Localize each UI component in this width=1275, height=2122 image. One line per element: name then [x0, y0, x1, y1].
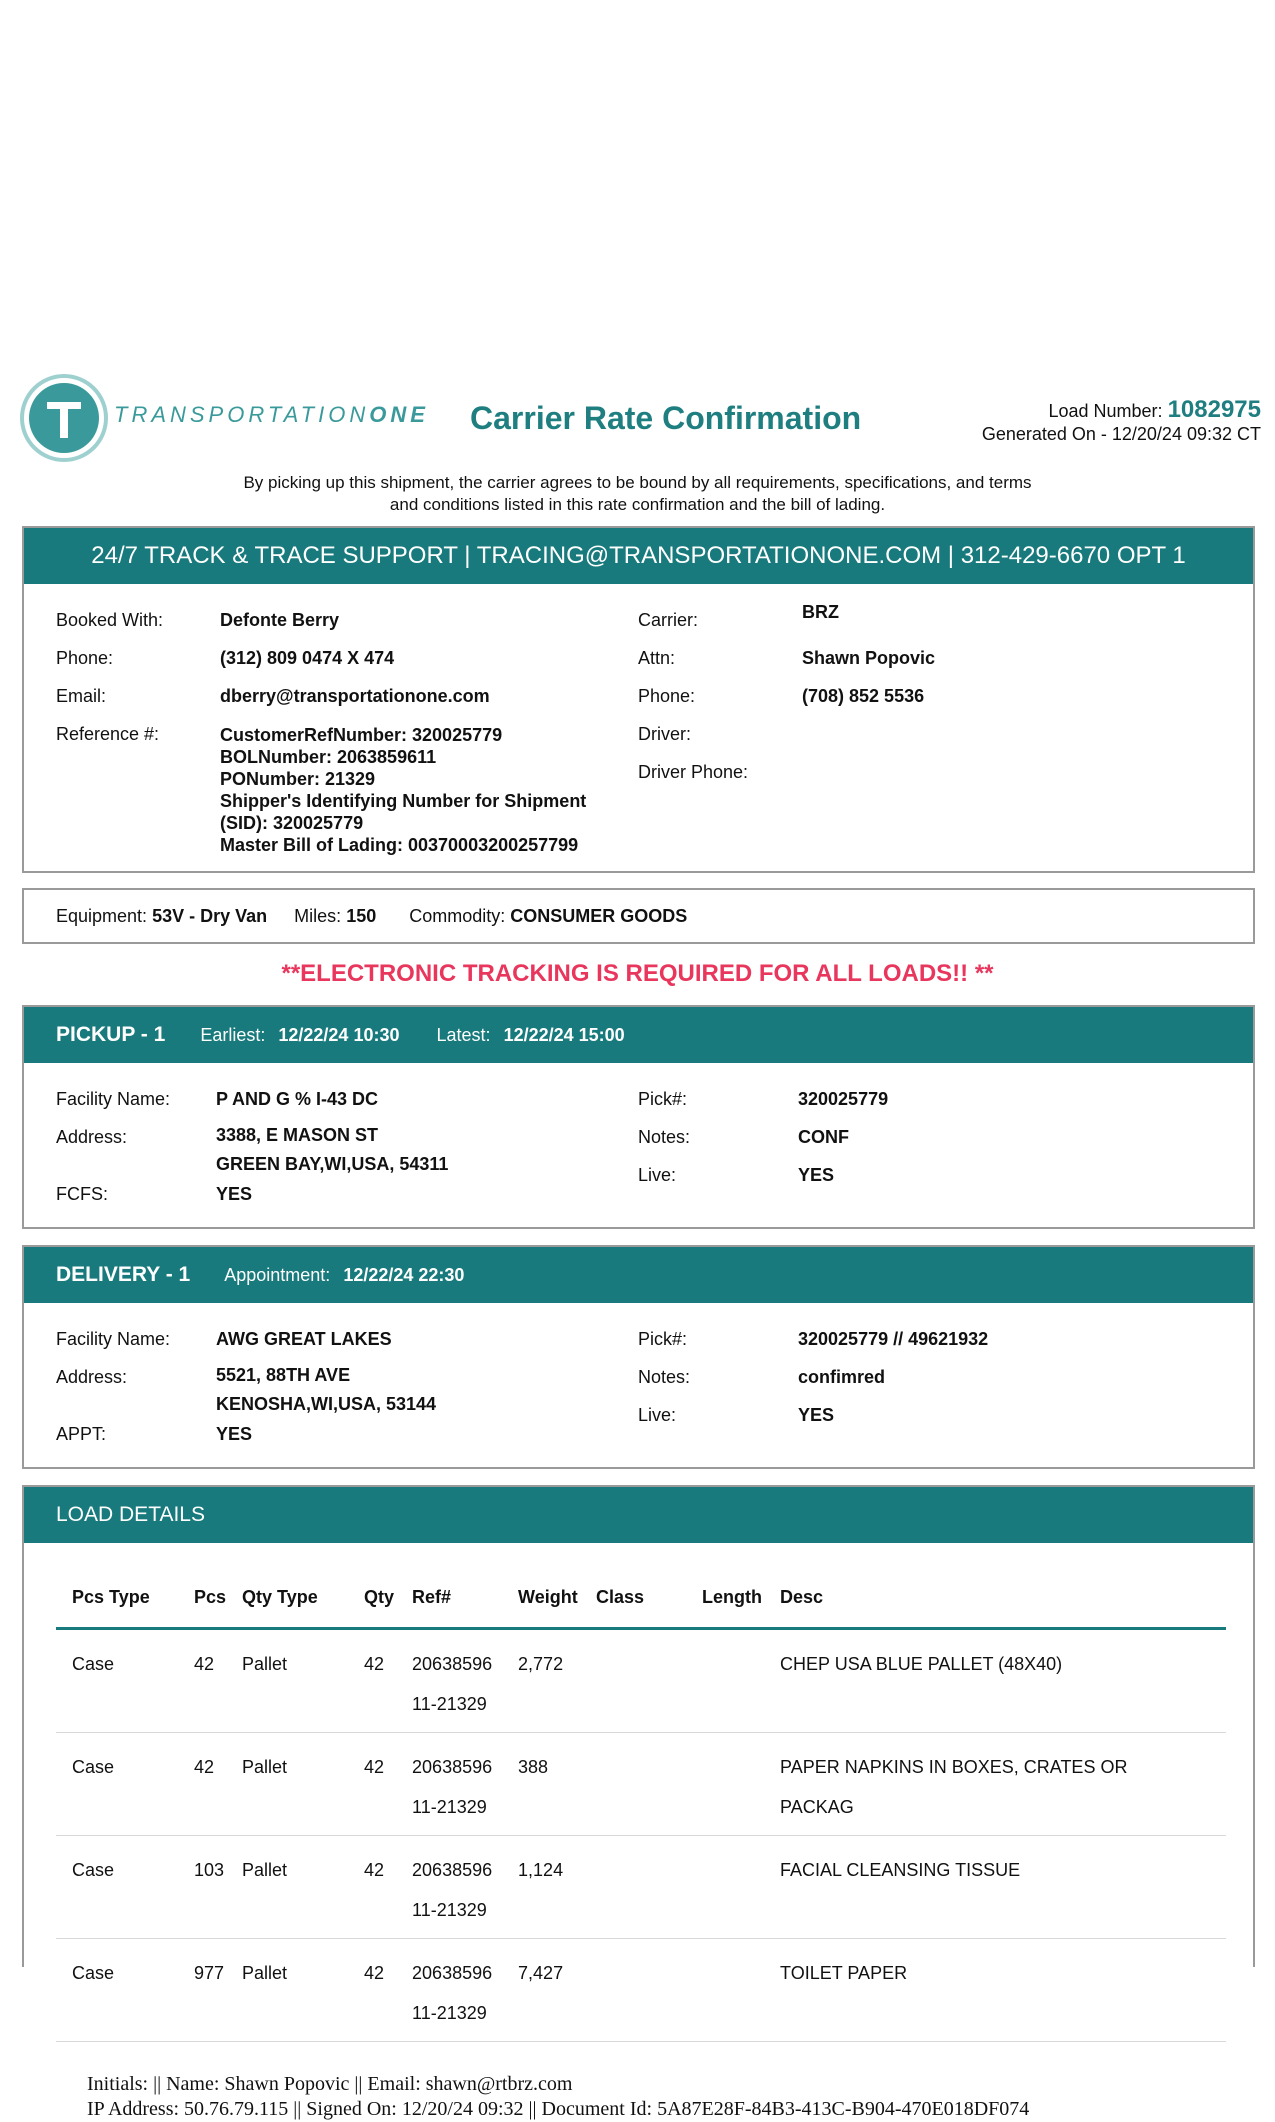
cell-pcs-type: Case	[56, 1629, 178, 1733]
carrier-label: Carrier:	[638, 610, 699, 630]
equipment-line	[56, 906, 687, 927]
cell-ref	[396, 1939, 502, 2042]
pickup-latest-value: 12/22/24 15:00	[503, 1025, 625, 1045]
cell-weight: 7,427	[502, 1939, 580, 2042]
cell-ref-line2: 11-21329	[412, 1694, 487, 1714]
logo-text-bold: ONE	[369, 402, 429, 427]
cell-ref	[396, 1629, 502, 1733]
reference-item: PONumber: 21329	[220, 769, 376, 789]
driver-label: Driver:	[638, 724, 691, 744]
pickup-earliest-label: Earliest:	[200, 1025, 266, 1045]
pickup-box	[22, 1005, 1255, 1229]
driver-phone-label: Driver Phone:	[638, 762, 749, 782]
table-row	[56, 1939, 1226, 2042]
cell-ref-line1: 20638596	[412, 1654, 493, 1674]
pickup-title: PICKUP - 1	[56, 1023, 166, 1046]
cell-length	[686, 1836, 764, 1939]
tracking-warning: **ELECTRONIC TRACKING IS REQUIRED FOR ALL LOADS!! **	[281, 960, 994, 987]
delivery-facility-label: Facility Name:	[56, 1329, 171, 1349]
cell-desc-line1: PAPER NAPKINS IN BOXES, CRATES OR	[780, 1757, 1128, 1777]
delivery-facility-value: AWG GREAT LAKES	[216, 1329, 392, 1349]
cell-qty-type: Pallet	[226, 1836, 348, 1939]
cell-class	[580, 1629, 686, 1733]
pickup-earliest-value: 12/22/24 10:30	[278, 1025, 400, 1045]
cell-class	[580, 1836, 686, 1939]
terms-intro	[0, 472, 1275, 516]
delivery-title: DELIVERY - 1	[56, 1263, 191, 1286]
commodity-label: Commodity:	[409, 906, 506, 926]
load-details-table	[56, 1583, 1226, 2042]
col-qty-type: Qty Type	[226, 1583, 348, 1629]
cell-length	[686, 1733, 764, 1836]
pickup-notes-value: CONF	[798, 1127, 849, 1147]
load-number	[1048, 396, 1261, 424]
delivery-notes-value: confimred	[798, 1367, 886, 1387]
company-logo	[20, 372, 429, 464]
pickup-live-label: Live:	[638, 1165, 677, 1185]
cell-desc	[764, 1733, 1226, 1836]
booking-box	[22, 526, 1255, 873]
col-qty: Qty	[348, 1583, 396, 1629]
load-number-label: Load Number:	[1048, 401, 1163, 421]
cell-class	[580, 1939, 686, 2042]
col-pcs-type: Pcs Type	[56, 1583, 178, 1629]
carrier-phone-label: Phone:	[638, 686, 696, 706]
miles-value: 150	[346, 906, 377, 926]
booked-with-value: Defonte Berry	[220, 610, 340, 630]
booking-email-label: Email:	[56, 686, 107, 706]
cell-ref	[396, 1733, 502, 1836]
delivery-notes-label: Notes:	[638, 1367, 691, 1387]
cell-qty-type: Pallet	[226, 1733, 348, 1836]
pickup-address-line1: 3388, E MASON ST	[216, 1125, 379, 1145]
support-bar: 24/7 TRACK & TRACE SUPPORT | TRACING@TRANSPORTATIONONE.COM | 312-429-6670 OPT 1	[24, 528, 1253, 584]
delivery-address-line2: KENOSHA,WI,USA, 53144	[216, 1394, 437, 1414]
delivery-appointment-value: 12/22/24 22:30	[343, 1265, 465, 1285]
terms-intro-line2: and conditions listed in this rate confirmation and the bill of lading.	[389, 495, 886, 514]
equipment-box	[22, 888, 1255, 944]
cell-ref-line1: 20638596	[412, 1860, 493, 1880]
delivery-pick-label: Pick#:	[638, 1329, 688, 1349]
table-row	[56, 1733, 1226, 1836]
table-header-row	[56, 1583, 1226, 1629]
load-details-title: LOAD DETAILS	[56, 1503, 205, 1526]
carrier-phone-value: (708) 852 5536	[802, 686, 925, 706]
pickup-address-line2: GREEN BAY,WI,USA, 54311	[216, 1154, 449, 1174]
cell-ref-line1: 20638596	[412, 1963, 493, 1983]
delivery-address-line1: 5521, 88TH AVE	[216, 1365, 351, 1385]
cell-qty: 42	[348, 1939, 396, 2042]
equipment-value: 53V - Dry Van	[152, 906, 268, 926]
pickup-live-value: YES	[798, 1165, 835, 1185]
delivery-live-value: YES	[798, 1405, 835, 1425]
cell-ref-line2: 11-21329	[412, 1797, 487, 1817]
booking-phone-label: Phone:	[56, 648, 114, 668]
reference-item: Master Bill of Lading: 00370003200257799	[220, 835, 579, 855]
attn-label: Attn:	[638, 648, 676, 668]
footer-line2: IP Address: 50.76.79.115 || Signed On: 12/20/24 09:32 || Document Id: 5A87E28F-84B3-413C-B904-470E018DF074	[87, 2098, 1030, 2120]
col-weight: Weight	[502, 1583, 580, 1629]
pickup-facility-value: P AND G % I-43 DC	[216, 1089, 379, 1109]
pickup-header	[24, 1007, 1253, 1063]
booked-with-label: Booked With:	[56, 610, 164, 630]
col-desc: Desc	[764, 1583, 1226, 1629]
cell-desc	[764, 1629, 1226, 1733]
reference-item: (SID): 320025779	[220, 813, 364, 833]
cell-pcs-type: Case	[56, 1939, 178, 2042]
table-row	[56, 1629, 1226, 1733]
footer-line1: Initials: || Name: Shawn Popovic || Email: shawn@rtbrz.com	[87, 2073, 573, 2095]
cell-ref-line2: 11-21329	[412, 1900, 487, 1920]
cell-desc-line1: TOILET PAPER	[780, 1963, 908, 1983]
cell-weight: 2,772	[502, 1629, 580, 1733]
delivery-appt-label: APPT:	[56, 1424, 107, 1444]
pickup-address-value	[216, 1121, 448, 1179]
reference-item: BOLNumber: 2063859611	[220, 747, 437, 767]
booking-phone-value: (312) 809 0474 X 474	[220, 648, 395, 668]
cell-weight: 388	[502, 1733, 580, 1836]
cell-desc-line1: FACIAL CLEANSING TISSUE	[780, 1860, 1021, 1880]
signature-footer	[87, 2072, 1029, 2122]
cell-pcs: 103	[178, 1836, 226, 1939]
cell-pcs: 42	[178, 1733, 226, 1836]
cell-length	[686, 1629, 764, 1733]
logo-text-light: TRANSPORTATION	[114, 402, 370, 427]
table-row	[56, 1836, 1226, 1939]
delivery-pick-value: 320025779 // 49621932	[798, 1329, 989, 1349]
pickup-latest-label: Latest:	[436, 1025, 491, 1045]
cell-pcs: 42	[178, 1629, 226, 1733]
cell-desc-line2: PACKAG	[780, 1797, 854, 1817]
delivery-address-label: Address:	[56, 1367, 128, 1387]
generated-on: Generated On - 12/20/24 09:32 CT	[981, 424, 1261, 444]
carrier-value: BRZ	[802, 602, 839, 622]
commodity-value: CONSUMER GOODS	[510, 906, 688, 926]
pickup-fcfs-value: YES	[216, 1184, 253, 1204]
delivery-header	[24, 1247, 1253, 1303]
cell-desc	[764, 1939, 1226, 2042]
cell-pcs-type: Case	[56, 1733, 178, 1836]
reference-item: Shipper's Identifying Number for Shipment	[220, 791, 587, 811]
col-ref: Ref#	[396, 1583, 502, 1629]
cell-weight: 1,124	[502, 1836, 580, 1939]
attn-value: Shawn Popovic	[802, 648, 936, 668]
pickup-pick-value: 320025779	[798, 1089, 889, 1109]
cell-qty: 42	[348, 1836, 396, 1939]
cell-length	[686, 1939, 764, 2042]
delivery-live-label: Live:	[638, 1405, 677, 1425]
equipment-label: Equipment:	[56, 906, 148, 926]
cell-ref-line2: 11-21329	[412, 2003, 487, 2023]
pickup-notes-label: Notes:	[638, 1127, 691, 1147]
col-pcs: Pcs	[178, 1583, 226, 1629]
reference-label: Reference #:	[56, 724, 160, 744]
delivery-appointment-label: Appointment:	[224, 1265, 331, 1285]
cell-desc	[764, 1836, 1226, 1939]
cell-pcs: 977	[178, 1939, 226, 2042]
miles-label: Miles:	[294, 906, 342, 926]
cell-ref-line1: 20638596	[412, 1757, 493, 1777]
terms-intro-line1: By picking up this shipment, the carrier agrees to be bound by all requirements, specifications, and terms	[243, 473, 1032, 492]
load-number-value: 1082975	[1167, 396, 1261, 423]
load-details-box	[22, 1485, 1255, 2023]
pickup-facility-label: Facility Name:	[56, 1089, 171, 1109]
col-class: Class	[580, 1583, 686, 1629]
load-details-header	[24, 1487, 1253, 1543]
reference-list	[220, 724, 586, 856]
pickup-fcfs-label: FCFS:	[56, 1184, 108, 1204]
cell-desc-line1: CHEP USA BLUE PALLET (48X40)	[780, 1654, 1063, 1674]
pickup-pick-label: Pick#:	[638, 1089, 688, 1109]
page-title: Carrier Rate Confirmation	[470, 400, 862, 436]
delivery-address-value	[216, 1361, 436, 1419]
cell-qty-type: Pallet	[226, 1939, 348, 2042]
cell-pcs-type: Case	[56, 1836, 178, 1939]
cell-qty-type: Pallet	[226, 1629, 348, 1733]
delivery-box	[22, 1245, 1255, 1469]
cell-class	[580, 1733, 686, 1836]
cell-ref	[396, 1836, 502, 1939]
col-length: Length	[686, 1583, 764, 1629]
cell-qty: 42	[348, 1629, 396, 1733]
reference-item: CustomerRefNumber: 320025779	[220, 725, 503, 745]
pickup-address-label: Address:	[56, 1127, 128, 1147]
delivery-appt-value: YES	[216, 1424, 253, 1444]
cell-qty: 42	[348, 1733, 396, 1836]
booking-email-value[interactable]: dberry@transportationone.com	[220, 686, 490, 706]
